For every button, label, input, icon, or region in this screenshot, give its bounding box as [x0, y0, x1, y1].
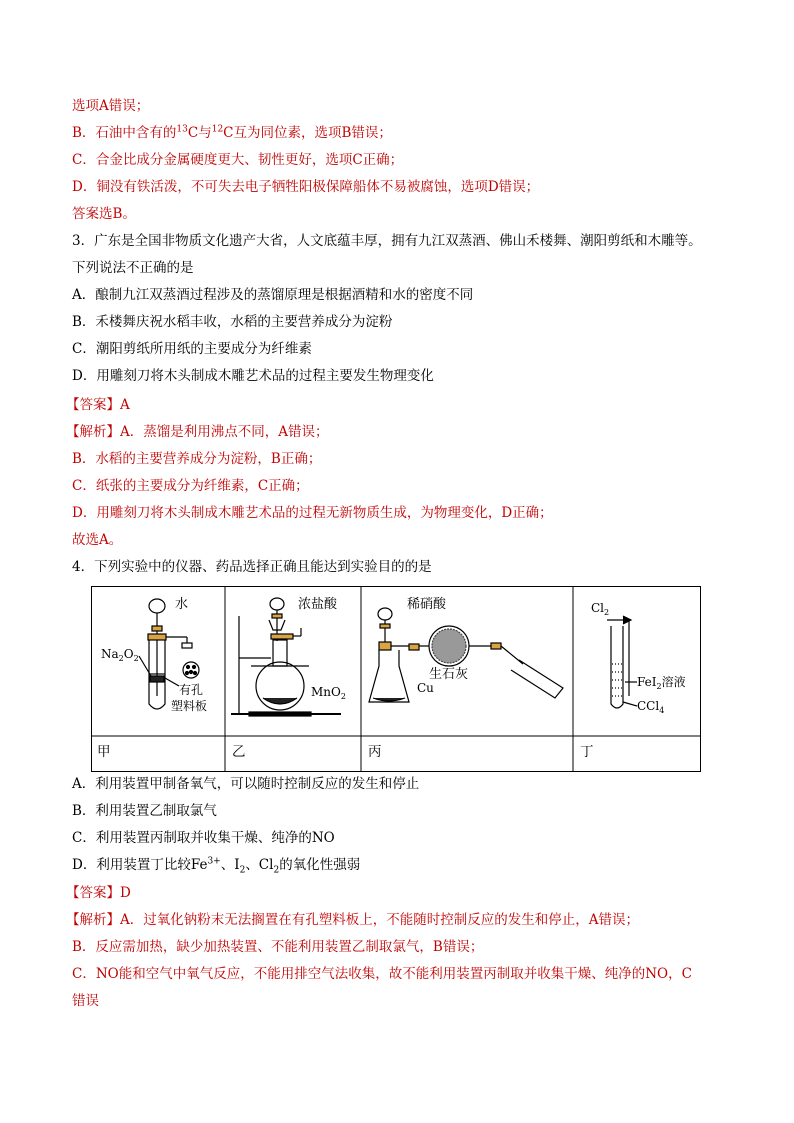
label-hcl: 浓盐酸 [298, 597, 338, 612]
q4-analysis-a: 【解析】A．过氧化钠粉末无法搁置在有孔塑料板上，不能随时控制反应的发生和停止，A错误； [66, 912, 639, 928]
q4-answer: 【答案】D [66, 885, 131, 901]
label-water: 水 [175, 597, 189, 612]
q3-analysis-c: C．纸张的主要成分为纤维素，C正确； [72, 478, 309, 494]
prev-answer: 答案选B。 [72, 206, 136, 222]
q3-stem-2: 下列说法不正确的是 [72, 260, 194, 276]
q3-option-b: B．禾楼舞庆祝水稻丰收，水稻的主要营养成分为淀粉 [72, 314, 393, 330]
q3-answer: 【答案】A [66, 397, 130, 413]
q4-analysis-c-1: C．NO能和空气中氧气反应，不能用排空气法收集，故不能利用装置丙制取并收集干燥、纯净的NO，C [72, 966, 692, 982]
q3-stem-1: 3．广东是全国非物质文化遗产大省，人文底蕴丰厚，拥有九江双蒸酒、佛山禾楼舞、潮阳剪纸和木雕等。 [72, 233, 702, 249]
label-hno3: 稀硝酸 [407, 597, 447, 612]
q3-analysis-b: B．水稻的主要营养成分为淀粉，B正确； [72, 451, 322, 467]
q3-option-c: C．潮阳剪纸所用纸的主要成分为纤维素 [72, 341, 312, 357]
q4-option-d: D．利用装置丁比较$Fe^{3+}$、$I_2$、$Cl_2$的氧化性强弱 [72, 856, 361, 876]
prev-line-1: 选项A错误； [72, 98, 150, 114]
prev-line-3: C．合金比成分金属硬度更大、韧性更好，选项C正确； [72, 152, 404, 168]
cell-label-ding: 丁 [580, 744, 594, 760]
prev-line-4: D．铜没有铁活泼，不可失去电子牺牲阳极保障船体不易被腐蚀，选项D错误； [72, 179, 540, 195]
cell-label-bing: 丙 [368, 744, 382, 760]
q3-analysis-a: 【解析】A．蒸馏是利用沸点不同，A错误； [66, 424, 329, 440]
label-fei2: FeI$_2$溶液 [637, 675, 686, 691]
prev-line-2: B．石油中含有的$^{13}$C与$^{12}$C互为同位素，选项B错误； [72, 124, 392, 141]
q4-option-a: A．利用装置甲制备氧气，可以随时控制反应的发生和停止 [72, 776, 420, 792]
cell-label-jia: 甲 [97, 744, 111, 760]
q4-analysis-b: B．反应需加热，缺少加热装置、不能利用装置乙制取氯气，B错误； [72, 939, 484, 955]
q3-analysis-d: D．用雕刻刀将木头制成木雕艺术品的过程无新物质生成，为物理变化，D正确； [72, 505, 553, 521]
q3-conclusion: 故选A。 [72, 532, 123, 548]
label-plate-1: 有孔 [179, 683, 204, 697]
apparatus-bing [369, 608, 563, 702]
label-mno2: MnO$_2$ [311, 685, 346, 701]
label-cu: Cu [417, 681, 434, 695]
q4-option-b: B．利用装置乙制取氯气 [72, 803, 217, 819]
label-na2o2: $Na_2O_2$ [101, 647, 139, 663]
table-grid [91, 586, 701, 772]
label-ccl4: CCl$_4$ [637, 699, 665, 715]
q3-option-d: D．用雕刻刀将木头制成木雕艺术品的过程主要发生物理变化 [72, 368, 434, 384]
apparatus-ding [607, 616, 637, 708]
label-cl2: $Cl_2$ [591, 601, 610, 617]
apparatus-table [91, 586, 701, 772]
cell-label-yi: 乙 [232, 744, 246, 760]
q4-stem: 4．下列实验中的仪器、药品选择正确且能达到实验目的的是 [72, 559, 432, 575]
q4-option-c: C．利用装置丙制取并收集干燥、纯净的NO [72, 830, 335, 846]
label-lime: 生石灰 [429, 667, 469, 682]
label-plate-2: 塑料板 [171, 699, 208, 713]
q4-analysis-c-2: 错误 [72, 993, 99, 1009]
q3-option-a: A．酿制九江双蒸酒过程涉及的蒸馏原理是根据酒精和水的密度不同 [72, 287, 474, 303]
